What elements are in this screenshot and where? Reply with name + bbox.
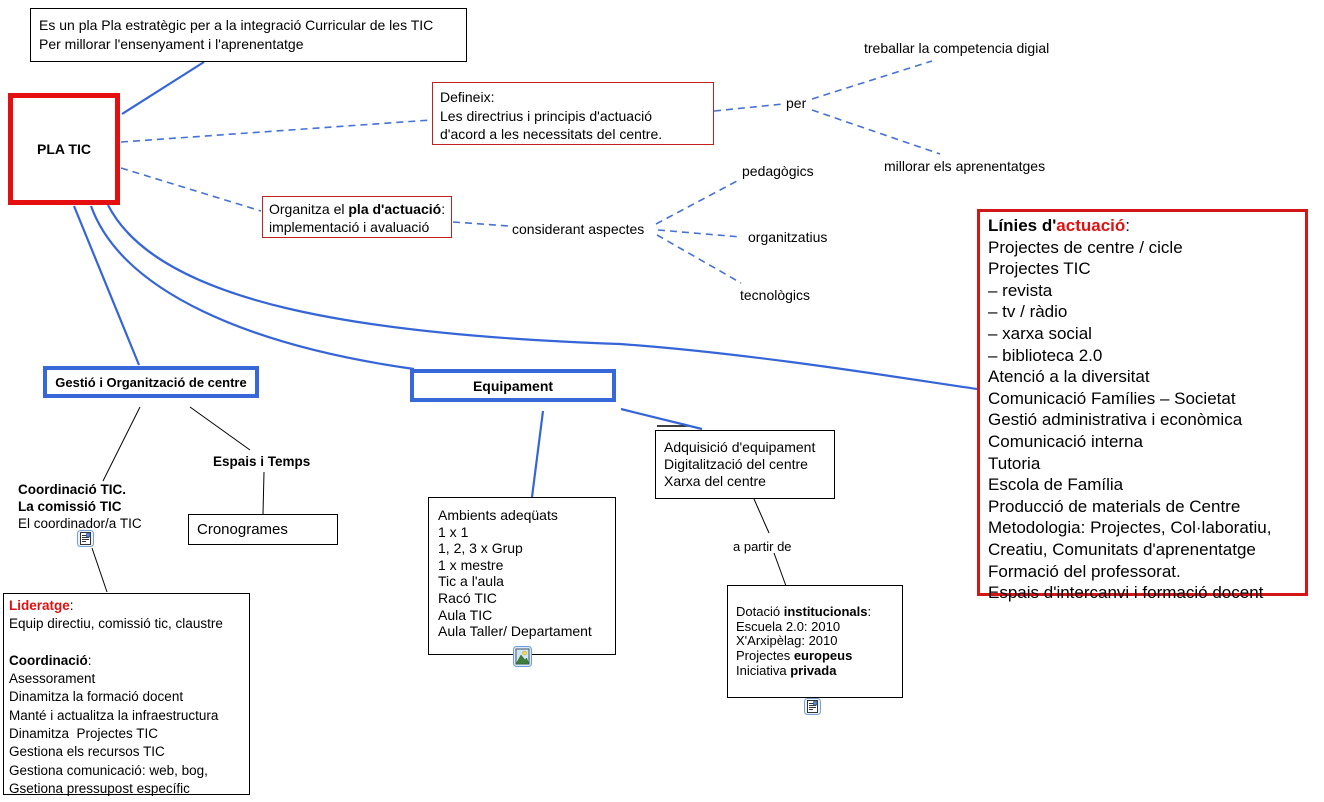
node-text-line: Defineix:: [440, 89, 495, 105]
linies-item: Projectes de centre / cicle: [988, 237, 1183, 257]
node-text-line: Escuela 2.0: 2010: [736, 618, 841, 634]
linies-item: Escola de Família: [988, 475, 1124, 495]
text-part: Projectes: [736, 648, 794, 664]
node-text-line: Dinamitza la formació docent: [9, 689, 184, 705]
node-text-line: Gestiona els recursos TIC: [9, 744, 165, 760]
linies-item: Creatiu, Comunitats d'aprenentatge: [988, 539, 1256, 559]
linies-item: Atenció a la diversitat: [988, 367, 1150, 387]
text-part: :: [1125, 216, 1130, 235]
text-part-bold: Coordinació: [9, 652, 88, 668]
node-considerant-aspectes[interactable]: considerant aspectes: [512, 221, 645, 237]
node-adquisicio[interactable]: [655, 430, 835, 499]
node-text-line: [269, 200, 451, 218]
node-cronogrames[interactable]: [188, 514, 338, 545]
node-text-line: La comissió TIC: [18, 499, 122, 514]
node-label: Equipament: [472, 377, 554, 394]
node-text-line: 1, 2, 3 x Grup: [438, 540, 523, 557]
node-text-line: 1 x 1: [438, 523, 469, 540]
node-tecnologics[interactable]: tecnològics: [740, 287, 811, 303]
text-part: Dotació: [736, 604, 784, 619]
node-pla-tic-root[interactable]: [8, 93, 120, 205]
node-text-line: [736, 664, 902, 679]
text-part: :: [69, 598, 74, 613]
node-es-un-pla[interactable]: [30, 8, 467, 62]
node-text-line: Per millorar l'ensenyament i l'aprenentatge: [39, 36, 304, 52]
root-label: PLA TIC: [37, 141, 91, 157]
node-a-partir-de[interactable]: a partir de: [733, 539, 792, 554]
text-part: :: [441, 201, 446, 217]
node-text-line: d'acord a les necessitats del centre.: [440, 126, 663, 142]
node-text-line: Coordinació TIC.: [18, 482, 126, 497]
linies-item: Gestió administrativa i econòmica: [988, 410, 1243, 430]
node-espais-i-temps[interactable]: Espais i Temps: [213, 454, 311, 469]
linies-item: Formació del professorat.: [988, 561, 1181, 581]
node-treballar-competencia[interactable]: treballar la competencia digial: [864, 40, 1050, 56]
node-text-line: Manté i actualitza la infraestructura: [9, 707, 219, 723]
linies-item: Tutoria: [988, 453, 1041, 473]
node-text-line: Digitalització del centre: [664, 456, 808, 472]
node-organitzatius[interactable]: organitzatius: [748, 229, 828, 245]
blank-line: [9, 634, 249, 652]
linies-item: Producció de materials de Centre: [988, 496, 1241, 516]
node-text-line: [736, 605, 902, 620]
node-text-line: Xarxa del centre: [664, 473, 766, 489]
linies-item: Comunicació Famílies – Societat: [988, 388, 1236, 408]
node-linies-actuacio[interactable]: [977, 209, 1308, 603]
node-text-line: Les directrius i principis d'actuació: [440, 107, 652, 124]
node-dotacio[interactable]: [727, 585, 903, 698]
node-text-line: Aula Taller/ Departament: [438, 623, 592, 640]
text-part-red: actuació: [1056, 216, 1126, 235]
text-part-bold: privada: [790, 662, 837, 678]
node-text-line: 1 x mestre: [438, 556, 504, 573]
node-pedagogics[interactable]: pedagògics: [742, 163, 814, 179]
linies-item: Projectes TIC: [988, 259, 1091, 279]
image-icon[interactable]: [513, 646, 532, 672]
text-part: Iniciativa: [736, 662, 791, 678]
linies-item: Espais d'intercanvi i formació docent: [988, 583, 1264, 603]
node-text-line: Es un pla Pla estratègic per a la integració Curricular de les TIC: [39, 17, 434, 33]
text-part-bold: pla d'actuació: [348, 201, 442, 217]
text-part-bold: institucionals: [783, 604, 868, 619]
node-text-line: [736, 649, 902, 664]
linies-item: Metodologia: Projectes, Col·laboratiu,: [988, 518, 1272, 538]
node-ambients[interactable]: [428, 497, 616, 655]
linies-title: [988, 215, 1305, 237]
node-text-line: implementació i avaluació: [269, 219, 430, 235]
node-defineix[interactable]: [432, 82, 714, 145]
node-text-line: Tic a l'aula: [438, 573, 504, 590]
text-part-bold: Línies d': [988, 216, 1057, 235]
node-lideratge[interactable]: [3, 593, 250, 795]
node-gestio-organitzacio[interactable]: [43, 366, 259, 398]
node-text-line: [9, 597, 249, 615]
node-text-line: Ambients adeqüats: [438, 507, 558, 523]
text-part-bold: europeus: [793, 648, 853, 664]
node-text-line: Dinamitza Projectes TIC: [9, 726, 159, 742]
node-text-line: Equip directiu, comissió tic, claustre: [9, 616, 223, 632]
node-text-line: Racó TIC: [438, 589, 497, 606]
node-millorar-aprenentatges[interactable]: millorar els aprenentatges: [884, 158, 1046, 174]
linies-item: – biblioteca 2.0: [988, 345, 1103, 365]
text-part: :: [867, 604, 872, 619]
node-text-line: El coordinador/a TIC: [18, 516, 142, 531]
notes-icon[interactable]: [77, 530, 94, 552]
node-per[interactable]: per: [786, 95, 807, 111]
node-organitza[interactable]: [262, 196, 452, 238]
text-part-red: Lideratge: [9, 598, 70, 613]
linies-item: – xarxa social: [988, 323, 1092, 343]
node-label: Cronogrames: [197, 521, 288, 538]
linies-item: – revista: [988, 280, 1053, 300]
node-coordinacio-tic[interactable]: [18, 481, 142, 532]
node-text-line: Adquisició d'equipament: [664, 439, 816, 455]
notes-icon[interactable]: [804, 698, 821, 720]
node-text-line: X'Arxipèlag: 2010: [736, 633, 838, 649]
node-equipament[interactable]: [410, 369, 616, 402]
node-label: Gestió i Organització de centre: [55, 374, 247, 390]
text-part: Organitza el: [269, 201, 349, 217]
text-part: :: [87, 652, 92, 668]
node-text-line: [9, 652, 249, 670]
linies-item: – tv / ràdio: [988, 302, 1068, 322]
node-text-line: Gestiona comunicació: web, bog,: [9, 762, 208, 778]
node-text-line: Aula TIC: [438, 606, 493, 623]
linies-item: Comunicació interna: [988, 431, 1143, 451]
node-text-line: Gsetiona pressupost específic: [9, 780, 190, 796]
node-text-line: Asessorament: [9, 671, 96, 687]
